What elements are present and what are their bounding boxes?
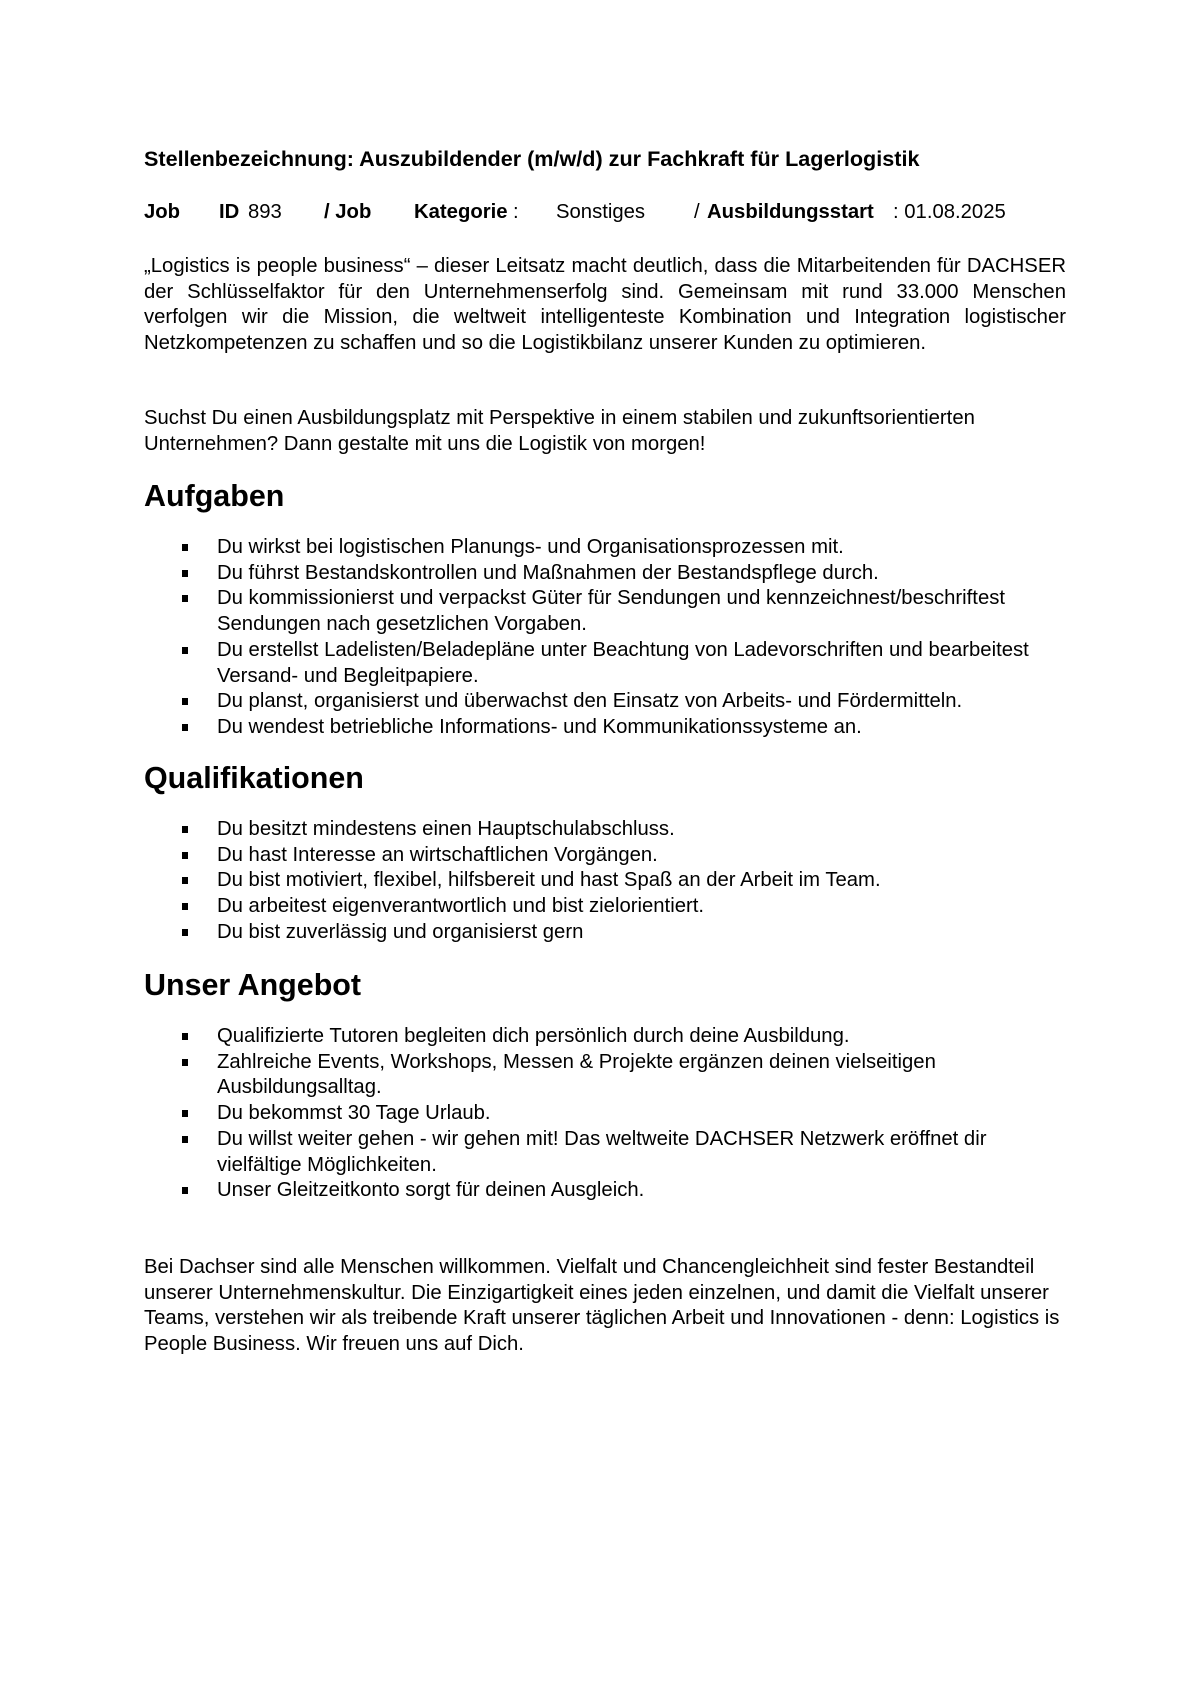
job-meta-line [144, 200, 1066, 226]
closing-paragraph: Bei Dachser sind alle Menschen willkommen. Vielfalt und Chancengleichheit sind fester Bestandteil unserer Unternehmenskultur. Die Einzigartigkeit eines jeden einzelnen, und damit die Vielfalt unserer Teams, verstehen wir als treibende Kraft unserer täglichen Arbeit und Innovationen - denn: Logistics is People Business. Wir freuen uns auf Dich. [144, 1256, 1060, 1356]
bullet-icon [182, 903, 188, 910]
list-item: Zahlreiche Events, Workshops, Messen & Projekte ergänzen deinen vielseitigen Ausbildungsalltag. [144, 1050, 1066, 1101]
bullet-icon [182, 877, 188, 884]
category-colon: : [513, 201, 519, 223]
list-item: Du erstellst Ladelisten/Beladepläne unter Beachtung von Ladevorschriften und bearbeitest Versand- und Begleitpapiere. [144, 638, 1066, 689]
section-heading-qualifikationen: Qualifikationen [144, 761, 364, 795]
category-value: Sonstiges [556, 201, 646, 223]
bullet-icon [182, 647, 188, 654]
list-item: Du besitzt mindestens einen Hauptschulabschluss. [144, 817, 1066, 843]
bullet-icon [182, 826, 188, 833]
category-label: Kategorie [414, 201, 508, 223]
list-item: Du planst, organisierst und überwachst den Einsatz von Arbeits- und Fördermitteln. [144, 689, 1066, 715]
job-id-value: 893 [248, 201, 282, 223]
list-item: Qualifizierte Tutoren begleiten dich persönlich durch deine Ausbildung. [144, 1024, 1066, 1050]
bullet-icon [182, 1110, 188, 1117]
list-item: Unser Gleitzeitkonto sorgt für deinen Ausgleich. [144, 1178, 1066, 1204]
bullet-icon [182, 724, 188, 731]
list-item: Du bist motiviert, flexibel, hilfsbereit und hast Spaß an der Arbeit im Team. [144, 868, 1066, 894]
section-heading-aufgaben: Aufgaben [144, 479, 285, 513]
job-label-2: / Job [324, 201, 372, 223]
bullet-icon [182, 595, 188, 602]
job-label: Job [144, 201, 181, 223]
bullet-icon [182, 1136, 188, 1143]
bullet-icon [182, 852, 188, 859]
intro-paragraph-2: Suchst Du einen Ausbildungsplatz mit Perspektive in einem stabilen und zukunftsorientierten Unternehmen? Dann gestalte mit uns die Logistik von morgen! [144, 407, 975, 455]
bullet-icon [182, 929, 188, 936]
id-label: ID [219, 201, 240, 223]
bullet-icon [182, 698, 188, 705]
aufgaben-list [144, 535, 1066, 741]
start-date-value: : 01.08.2025 [893, 201, 1006, 223]
unser-angebot-list [144, 1024, 1066, 1204]
list-item: Du kommissionierst und verpackst Güter für Sendungen und kennzeichnest/beschriftest Sendungen nach gesetzlichen Vorgaben. [144, 586, 1066, 637]
bullet-icon [182, 570, 188, 577]
list-item: Du bekommst 30 Tage Urlaub. [144, 1101, 1066, 1127]
bullet-icon [182, 1059, 188, 1066]
page-title: Stellenbezeichnung: Auszubildender (m/w/d) zur Fachkraft für Lagerlogistik [144, 146, 920, 171]
start-slash: / [694, 201, 700, 223]
bullet-icon [182, 1187, 188, 1194]
list-item: Du bist zuverlässig und organisierst gern [144, 920, 1066, 946]
list-item: Du willst weiter gehen - wir gehen mit! Das weltweite DACHSER Netzwerk eröffnet dir vielfältige Möglichkeiten. [144, 1127, 1066, 1178]
list-item: Du wendest betriebliche Informations- und Kommunikationssysteme an. [144, 715, 1066, 741]
list-item: Du hast Interesse an wirtschaftlichen Vorgängen. [144, 843, 1066, 869]
bullet-icon [182, 1033, 188, 1040]
intro-paragraph-1: „Logistics is people business“ – dieser Leitsatz macht deutlich, dass die Mitarbeitenden für DACHSER der Schlüsselfaktor für den Unternehmenserfolg sind. Gemeinsam mit rund 33.000 Menschen verfolgen wir die Mission, die weltweit intelligenteste Kombination und Integration logistischer Netzkompetenzen zu schaffen und so die Logistikbilanz unserer Kunden zu optimieren. [144, 255, 1066, 355]
list-item: Du führst Bestandskontrollen und Maßnahmen der Bestandspflege durch. [144, 561, 1066, 587]
start-label: Ausbildungsstart [707, 201, 874, 223]
qualifikationen-list [144, 817, 1066, 946]
bullet-icon [182, 544, 188, 551]
list-item: Du arbeitest eigenverantwortlich und bist zielorientiert. [144, 894, 1066, 920]
list-item: Du wirkst bei logistischen Planungs- und Organisationsprozessen mit. [144, 535, 1066, 561]
section-heading-unser-angebot: Unser Angebot [144, 968, 362, 1002]
